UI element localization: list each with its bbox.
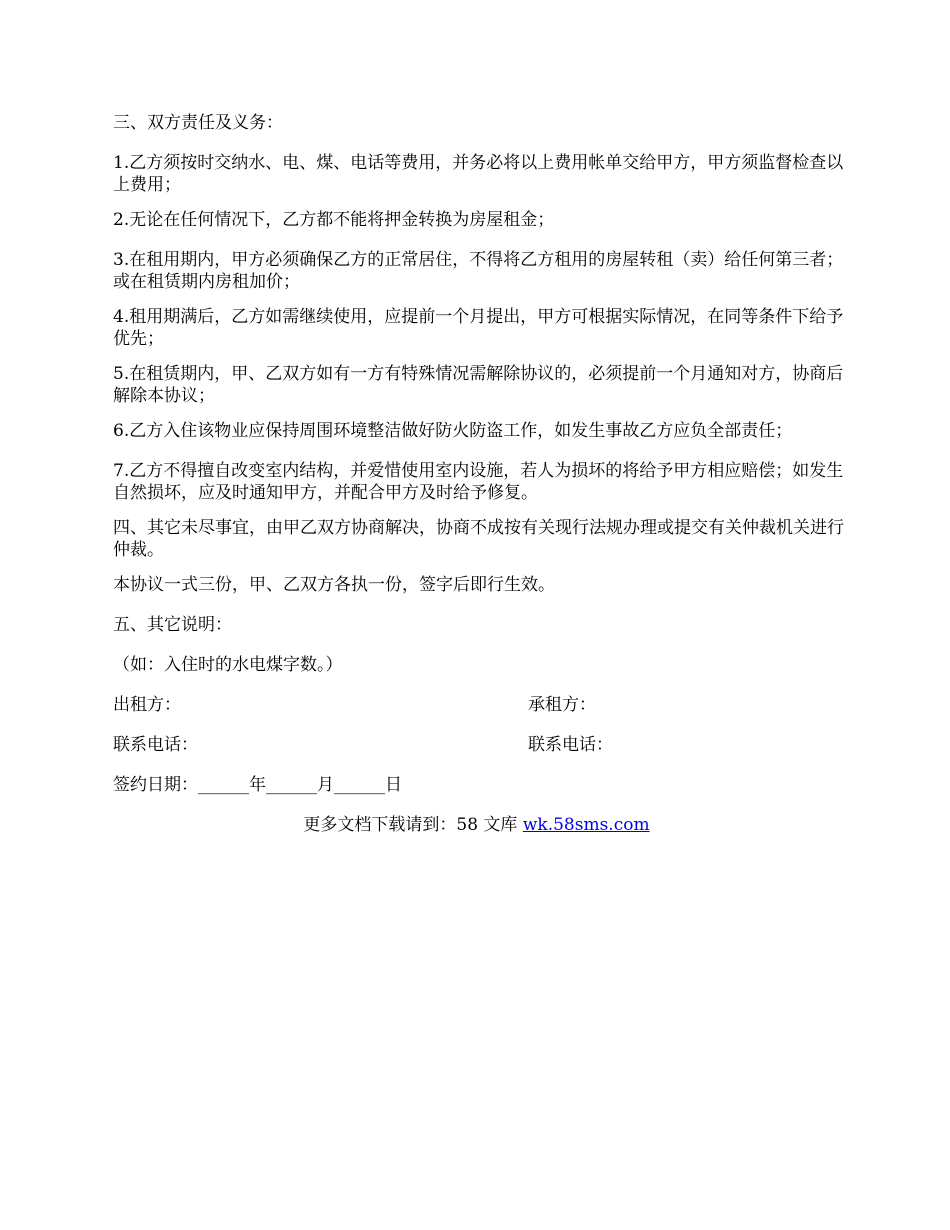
section5-note: （如：入住时的水电煤字数。）	[113, 655, 343, 675]
lessee-phone-label: 联系电话：	[528, 735, 613, 755]
section3-heading: 三、双方责任及义务：	[113, 113, 283, 133]
footer	[105, 814, 848, 836]
clause-6: 6.乙方入住该物业应保持周围环境整洁做好防火防盗工作，如发生事故乙方应负全部责任；	[113, 421, 793, 441]
document-page	[113, 112, 848, 836]
clause-7: 7.乙方不得擅自改变室内结构，并爱惜使用室内设施，若人为损坏的将给予甲方相应赔偿；如发生自然损坏，应及时通知甲方，并配合甲方及时给予修复。	[113, 461, 844, 503]
lessee-label: 承租方：	[528, 695, 596, 715]
clause-4: 4.租用期满后，乙方如需继续使用，应提前一个月提出，甲方可根据实际情况，在同等条件下给予优先；	[113, 307, 844, 349]
lessor-phone-label: 联系电话：	[113, 735, 198, 755]
clause-1: 1.乙方须按时交纳水、电、煤、电话等费用，并务必将以上费用帐单交给甲方，甲方须监督检查以上费用；	[113, 153, 844, 195]
footer-prefix: 更多文档下载请到：58 文库	[303, 815, 523, 835]
clause-3: 3.在租用期内，甲方必须确保乙方的正常居住，不得将乙方租用的房屋转租（卖）给任何第三者；或在租赁期内房租加价；	[113, 250, 844, 292]
sign-date: 签约日期：______年______月______日	[113, 775, 402, 795]
section4-paragraph: 四、其它未尽事宜，由甲乙双方协商解决，协商不成按有关现行法规办理或提交有关仲裁机关进行仲裁。	[113, 518, 844, 560]
section5-heading: 五、其它说明：	[113, 615, 232, 635]
clause-2: 2.无论在任何情况下，乙方都不能将押金转换为房屋租金；	[113, 210, 555, 230]
copies-paragraph: 本协议一式三份，甲、乙双方各执一份，签字后即行生效。	[113, 575, 555, 595]
clause-5: 5.在租赁期内，甲、乙双方如有一方有特殊情况需解除协议的，必须提前一个月通知对方，协商后解除本协议；	[113, 364, 844, 406]
footer-link[interactable]: wk.58sms.com	[522, 815, 650, 835]
phone-row	[113, 734, 848, 756]
lessor-label: 出租方：	[113, 695, 181, 715]
signature-row	[113, 694, 848, 716]
